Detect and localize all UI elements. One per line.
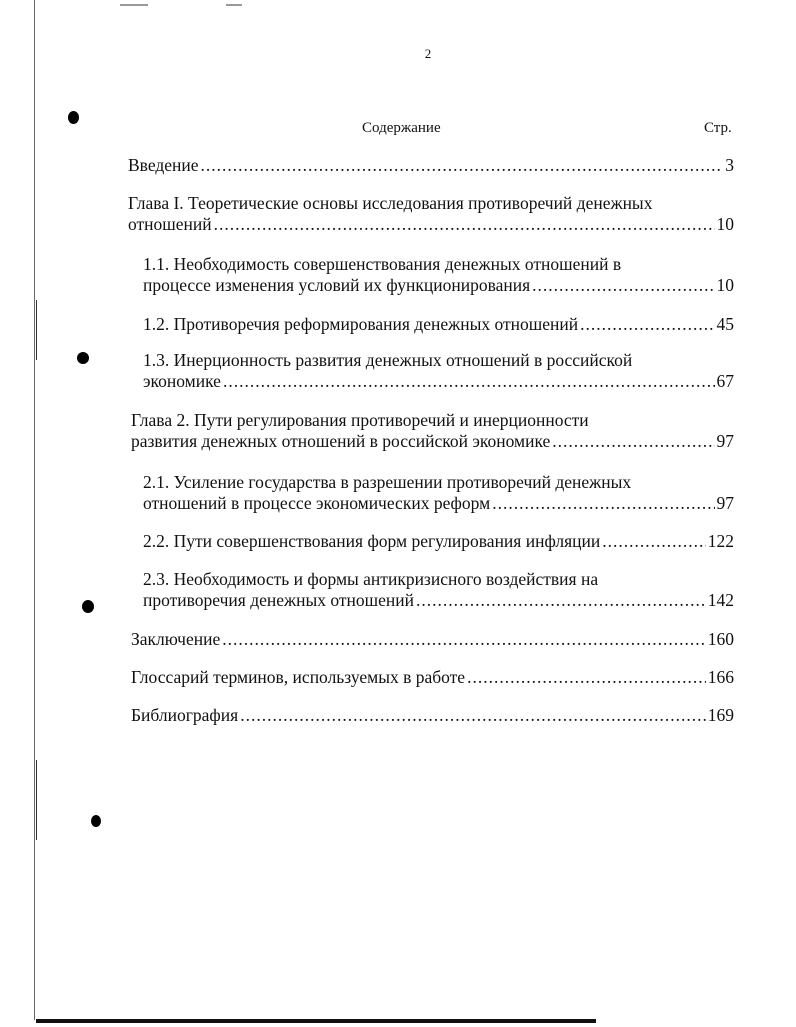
toc-entry-title: 2.3. Необходимость и формы антикризисного воздействия на: [143, 569, 599, 589]
toc-entry-page: 97: [716, 493, 734, 513]
toc-entry-title: Глоссарий терминов, используемых в работе: [131, 667, 466, 687]
toc-entry-title: 1.1. Необходимость совершенствования денежных отношений в: [143, 254, 622, 274]
scan-bottom-edge: [36, 1019, 596, 1023]
toc-entry-title: 2.1. Усиление государства в разрешении противоречий денежных: [143, 472, 632, 492]
toc-entry-section-2-2: [143, 531, 734, 552]
toc-entry-bibliography: [131, 705, 734, 726]
toc-entry-conclusion: [131, 629, 734, 650]
toc-entry-title-cont: отношений в процессе экономических реформ: [143, 493, 491, 513]
toc-entry-title-cont: процессе изменения условий их функционирования: [143, 275, 531, 295]
binding-hole-mark: [68, 111, 79, 124]
binding-hole-mark: [77, 352, 89, 364]
toc-heading: Содержание: [362, 120, 441, 136]
dot-leader: [580, 314, 714, 335]
dot-leader: [552, 431, 714, 452]
toc-entry-page: 122: [707, 531, 734, 551]
toc-entry-chapter-1: [128, 193, 734, 235]
toc-entry-section-2-3: [143, 569, 734, 611]
toc-entry-title: Заключение: [131, 629, 221, 649]
toc-entry-section-1-1: [143, 254, 734, 296]
toc-entry-title: 2.2. Пути совершенствования форм регулирования инфляции: [143, 531, 601, 551]
toc-entry-page: 160: [707, 629, 734, 649]
dot-leader: [532, 275, 714, 296]
toc-entry-section-1-2: [143, 314, 734, 335]
dot-leader: [416, 590, 706, 611]
scan-edge-line: [36, 300, 37, 360]
toc-entry-page: 45: [716, 314, 734, 334]
toc-entry-introduction: [128, 155, 734, 176]
dot-leader: [492, 493, 714, 514]
toc-page-column-label: Стр.: [704, 120, 732, 136]
scan-edge-line: [34, 0, 35, 1020]
toc-entry-page: 169: [707, 705, 734, 725]
page-number: 2: [424, 46, 432, 61]
dot-leader: [240, 705, 706, 726]
toc-entry-page: 3: [725, 155, 734, 175]
toc-entry-title: 1.3. Инерционность развития денежных отношений в российской: [143, 350, 633, 370]
scan-artifact-top: [226, 4, 242, 6]
toc-entry-title: Библиография: [131, 705, 239, 725]
dot-leader: [602, 531, 706, 552]
toc-entry-section-1-3: [143, 350, 734, 392]
toc-entry-title-cont: экономике: [143, 371, 221, 391]
toc-entry-page: 10: [716, 214, 734, 234]
toc-entry-title: Глава 2. Пути регулирования противоречий и инерционности: [131, 410, 589, 430]
dot-leader: [214, 214, 715, 235]
toc-entry-page: 67: [716, 371, 734, 391]
toc-entry-chapter-2: [131, 410, 734, 452]
toc-entry-page: 142: [707, 590, 734, 610]
binding-hole-mark: [91, 815, 101, 827]
dot-leader: [222, 629, 706, 650]
toc-entry-page: 10: [716, 275, 734, 295]
toc-entry-title-cont: отношений: [128, 214, 212, 234]
dot-leader: [223, 371, 715, 392]
dot-leader: [467, 667, 706, 688]
toc-entry-title: 1.2. Противоречия реформирования денежных отношений: [143, 314, 579, 334]
toc-entry-title-cont: развития денежных отношений в российской экономике: [131, 431, 551, 451]
toc-entry-page: 166: [707, 667, 734, 687]
dot-leader: [201, 155, 724, 176]
toc-entry-title: Введение: [128, 155, 199, 175]
toc-entry-page: 97: [716, 431, 734, 451]
toc-entry-title: Глава I. Теоретические основы исследования противоречий денежных: [128, 193, 653, 213]
toc-entry-title-cont: противоречия денежных отношений: [143, 590, 414, 610]
binding-hole-mark: [82, 600, 94, 613]
scan-edge-line: [36, 760, 37, 840]
toc-entry-glossary: [131, 667, 734, 688]
scan-artifact-top: [120, 4, 148, 6]
toc-entry-section-2-1: [143, 472, 734, 514]
